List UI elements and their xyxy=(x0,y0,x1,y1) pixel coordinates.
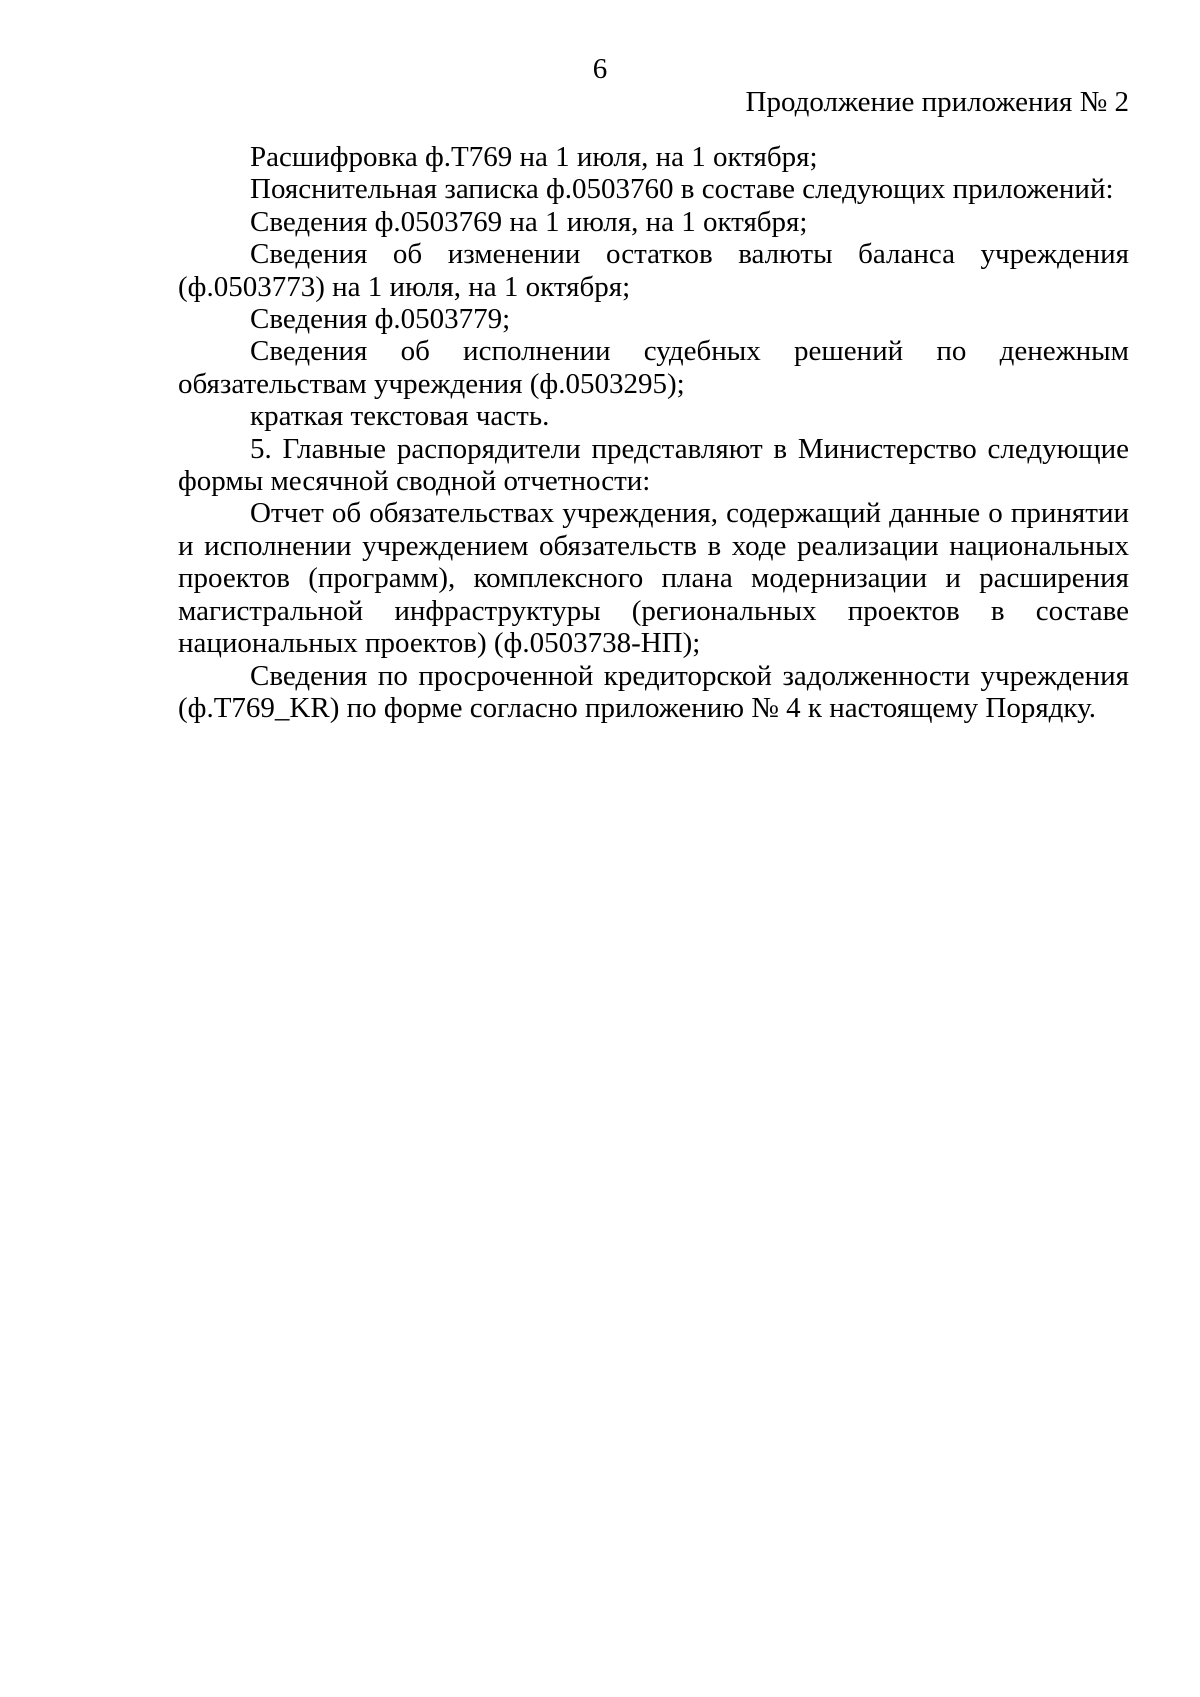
document-body xyxy=(178,141,1129,724)
annex-caption: Продолжение приложения № 2 xyxy=(745,86,1129,118)
paragraph-decoding-t769: Расшифровка ф.Т769 на 1 июля, на 1 октября; xyxy=(250,141,818,173)
paragraph-explanatory-note: Пояснительная записка ф.0503760 в составе следующих приложений: xyxy=(250,173,1114,206)
paragraph-brief-text: краткая текстовая часть. xyxy=(250,400,550,433)
paragraph-info-0503779: Сведения ф.0503779; xyxy=(250,303,511,336)
paragraph-item-5: 5. Главные распорядители представляют в Министерство следующие формы месячной сводной отчетности: xyxy=(178,432,1129,498)
paragraph-overdue-payables: Сведения по просроченной кредиторской задолженности учреждения (ф.Т769_KR) по форме согласно приложению № 4 к настоящему Порядку. xyxy=(178,659,1129,724)
paragraph-info-0503295: Сведения об исполнении судебных решений по денежным обязательствам учреждения (ф.0503295); xyxy=(178,335,1129,400)
paragraph-obligations-report: Отчет об обязательствах учреждения, содержащий данные о принятии и исполнении учреждением обязательств в ходе реализации национальных проектов (программ), комплексного плана модернизации и расширения магистральной инфраструктуры (региональных проектов в составе национальных проектов) (ф.0503738-НП); xyxy=(178,497,1129,660)
paragraph-info-0503773: Сведения об изменении остатков валюты баланса учреждения (ф.0503773) на 1 июля, на 1 октября; xyxy=(178,238,1129,303)
paragraph-info-0503769: Сведения ф.0503769 на 1 июля, на 1 октября; xyxy=(250,205,808,238)
page-number: 6 xyxy=(592,53,608,85)
